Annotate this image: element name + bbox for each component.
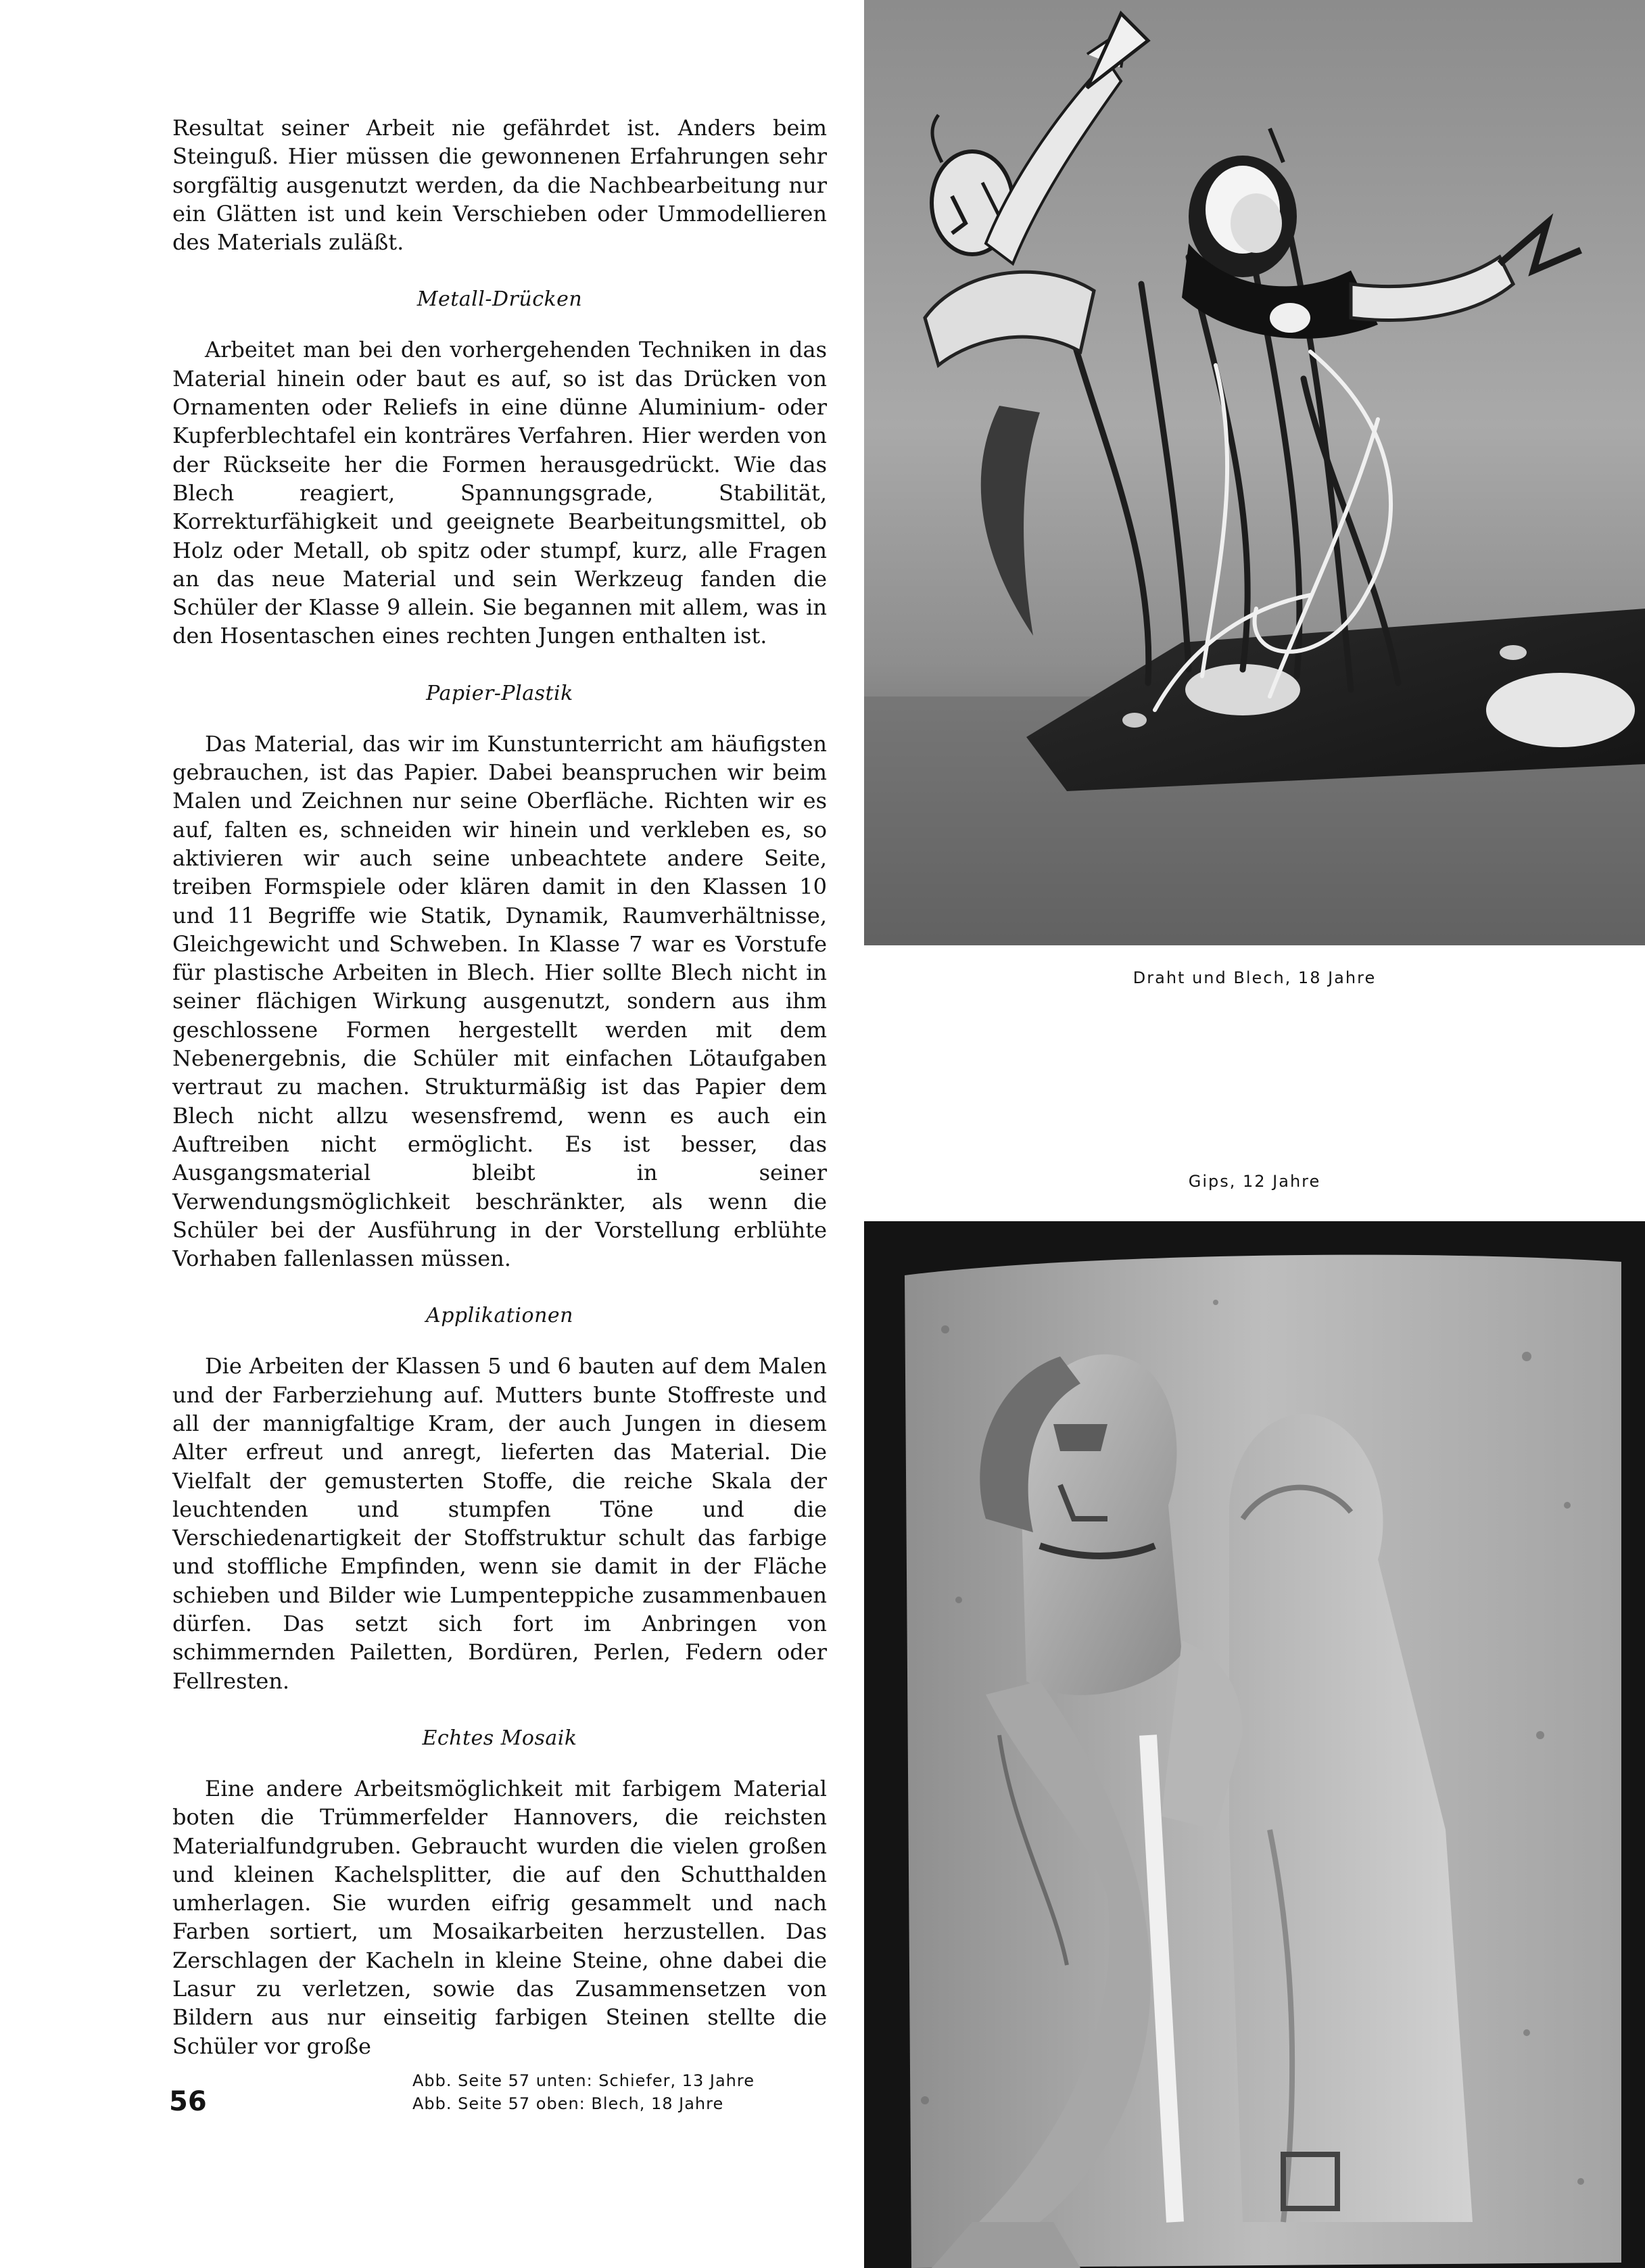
section-heading-applikationen: Applikationen	[426, 1304, 573, 1328]
sculpture-photo-wire-metal	[864, 0, 1645, 945]
intro-paragraph: Resultat seiner Arbeit nie gefährdet ist. Anders beim Steinguß. Hier müssen die gewonnenen Erfahrungen sehr sorgfältig ausgenutzt werden, da die Nachbearbeitung nur ein Glätten ist und kein Verschieben oder Ummodellieren des Materials zuläßt.	[172, 115, 827, 256]
section-heading-echtes-mosaik: Echtes Mosaik	[422, 1726, 577, 1750]
figure-references	[412, 2069, 755, 2115]
page-number: 56	[169, 2086, 207, 2117]
section-heading-papier-plastik: Papier-Plastik	[426, 681, 573, 705]
section-heading-metall-druecken: Metall-Drücken	[416, 287, 583, 312]
caption-wire-metal: Draht und Blech, 18 Jahre	[1133, 968, 1377, 987]
section-text-applikationen: Die Arbeiten der Klassen 5 und 6 bauten auf dem Malen und der Farberziehung auf. Mutters bunte Stoffreste und all der mannigfaltige Kram, der auch Jungen in diesem Alter erfreut und anregt, lieferten das Material. Die Vielfalt der gemusterten Stoffe, die reiche Skala der leuchtenden und stumpfen Töne und die Verschiedenartigkeit der Stoffstruktur schult das farbige und stoffliche Empfinden, wenn sie damit in der Fläche schieben und Bilder wie Lumpenteppiche zusammenbauen dürfen. Das setzt sich fort im Anbringen von schimmernden Pailetten, Bordüren, Perlen, Federn oder Fellresten.	[172, 1353, 827, 1694]
plaster-relief-illustration	[864, 1221, 1645, 2268]
caption-plaster: Gips, 12 Jahre	[1188, 1172, 1321, 1191]
footnote-line: Abb. Seite 57 oben: Blech, 18 Jahre	[412, 2094, 724, 2113]
section-text-metall-druecken: Arbeitet man bei den vorhergehenden Techniken in das Material hinein oder baut es auf, so ist das Drücken von Ornamenten oder Reliefs in eine dünne Aluminium- oder Kupferblechtafel ein konträres Verfahren. Hier werden von der Rückseite her die Formen herausgedrückt. Wie das Blech reagiert, Spannungsgrade, Stabilität, Korrekturfähigkeit und geeignete Bearbeitungsmittel, ob Holz oder Metall, ob spitz oder stumpf, kurz, alle Fragen an das neue Material und sein Werkzeug fanden die Schüler der Klasse 9 allein. Sie begannen mit allem, was in den Hosentaschen eines rechten Jungen enthalten ist.	[172, 337, 827, 649]
wire-metal-sculpture-illustration	[864, 0, 1645, 945]
relief-photo-plaster	[864, 1221, 1645, 2268]
section-text-echtes-mosaik: Eine andere Arbeitsmöglichkeit mit farbigem Material boten die Trümmerfelder Hannovers, die reichsten Materialfundgruben. Gebraucht wurden die vielen großen und kleinen Kachelsplitter, die auf den Schutthalden umherlagen. Sie wurden eifrig gesammelt und nach Farben sortiert, um Mosaikarbeiten herzustellen. Das Zerschlagen der Kacheln in kleine Steine, ohne dabei die Lasur zu verletzen, sowie das Zusammensetzen von Bildern aus nur einseitig farbigen Steinen stellte die Schüler vor große	[172, 1775, 827, 2059]
footnote-line: Abb. Seite 57 unten: Schiefer, 13 Jahre	[412, 2071, 755, 2090]
section-text-papier-plastik: Das Material, das wir im Kunstunterricht am häufigsten gebrauchen, ist das Papier. Dabei beanspruchen wir beim Malen und Zeichnen nur seine Oberfläche. Richten wir es auf, falten es, schneiden wir hinein und verkleben es, so aktivieren wir auch seine unbeachtete andere Seite, treiben Formspiele oder klären damit in den Klassen 10 und 11 Begriffe wie Statik, Dynamik, Raumverhältnisse, Gleichgewicht und Schweben. In Klasse 7 war es Vorstufe für plastische Arbeiten in Blech. Hier sollte Blech nicht in seiner flächigen Wirkung ausgenutzt, sondern aus ihm geschlossene Formen hergestellt werden mit dem Nebenergebnis, die Schüler mit einfachen Lötaufgaben vertraut zu machen. Strukturmäßig ist das Papier dem Blech nicht allzu wesensfremd, wenn es auch ein Auftreiben nicht ermöglicht. Es ist besser, das Ausgangsmaterial bleibt in seiner Verwendungsmöglichkeit beschränkter, als wenn die Schüler bei der Ausführung in der Vorstellung erblühte Vorhaben fallenlassen müssen.	[172, 730, 827, 1272]
article-body	[172, 114, 827, 2060]
